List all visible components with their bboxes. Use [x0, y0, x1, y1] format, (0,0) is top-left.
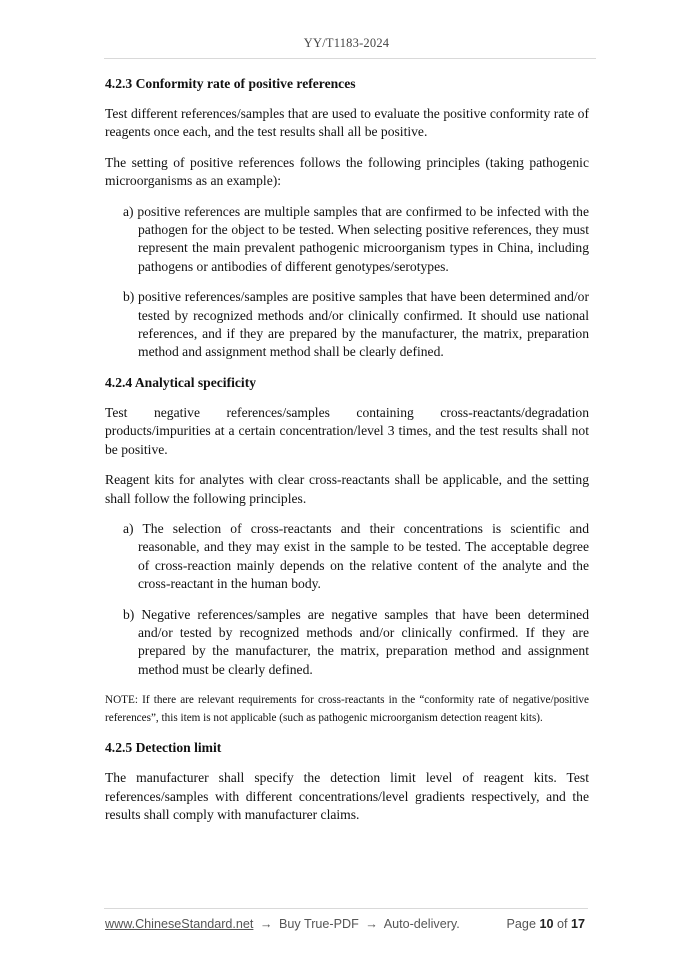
current-page: 10 [539, 917, 554, 931]
list-item-b: b) positive references/samples are positive samples that have been determined and/or tested by recognized methods and/or clinically confirmed. It should use national references, and if they are prepared by the manufacturer, the matrix, preparation method and assignment method shall be clearly defined. [123, 289, 589, 360]
section-heading-4-2-4: 4.2.4 Analytical specificity [105, 374, 257, 390]
list-item-a: a) positive references are multiple samples that are confirmed to be infected with the pathogen for the object to be tested. When selecting positive references, they must represent the main prevalent pathogenic microorganism types in China, including pathogens or antibodies of different genotypes/serotypes. [123, 203, 589, 274]
paragraph: Reagent kits for analytes with clear cross-reactants shall be applicable, and the setting shall follow the following principles. [105, 472, 589, 506]
list-item-a: a) The selection of cross-reactants and their concentrations is scientific and reasonable, and they may exist in the sample to be tested. The acceptable degree of cross-reaction mainly depends on the relative content of the analyte and the cross-reactant in the human body. [123, 520, 589, 592]
paragraph: The setting of positive references follows the following principles (taking pathogenic microorganisms as an example): [105, 154, 589, 189]
paragraph: The manufacturer shall specify the detection limit level of reagent kits. Test references/samples with different concentrations/level gradients respectively, and the results shall comply with manufacturer claims. [105, 770, 589, 822]
arrow-right-icon: → [365, 917, 378, 931]
of-label: of [556, 917, 568, 931]
document-body [105, 75, 589, 836]
paragraph: Test negative references/samples containing cross-reactants/degradation products/impurities at a certain concentration/level 3 times, and the test results shall not be positive. [105, 404, 589, 457]
section-heading-4-2-5: 4.2.5 Detection limit [105, 740, 222, 756]
site-link[interactable]: www.ChineseStandard.net [105, 917, 254, 931]
delivery-text: Auto-delivery. [383, 917, 460, 931]
paragraph: Test different references/samples that are used to evaluate the positive conformity rate of reagents once each, and the test results shall all be positive. [105, 106, 589, 140]
footer-divider [104, 908, 588, 909]
footer-promo [105, 917, 460, 931]
header-divider [104, 58, 596, 59]
list-item-b: b) Negative references/samples are negative samples that have been determined and/or tested by recognized methods and/or clinically confirmed. If they are prepared by the manufacturer, the matrix, preparation method and assignment method must be clearly defined. [123, 606, 589, 677]
section-heading-4-2-3: 4.2.3 Conformity rate of positive references [105, 76, 356, 91]
page-header-code: YY/T1183-2024 [303, 36, 390, 50]
total-pages: 17 [570, 917, 585, 931]
note: NOTE: If there are relevant requirements for cross-reactants in the “conformity rate of negative/positive references”, this item is not applicable (such as pathogenic microorganism detection reagent kits). [105, 694, 589, 725]
buy-pdf-text: Buy True-PDF [279, 917, 359, 931]
page-number [507, 917, 585, 931]
arrow-right-icon: → [259, 917, 273, 931]
page-label: Page [506, 917, 536, 931]
